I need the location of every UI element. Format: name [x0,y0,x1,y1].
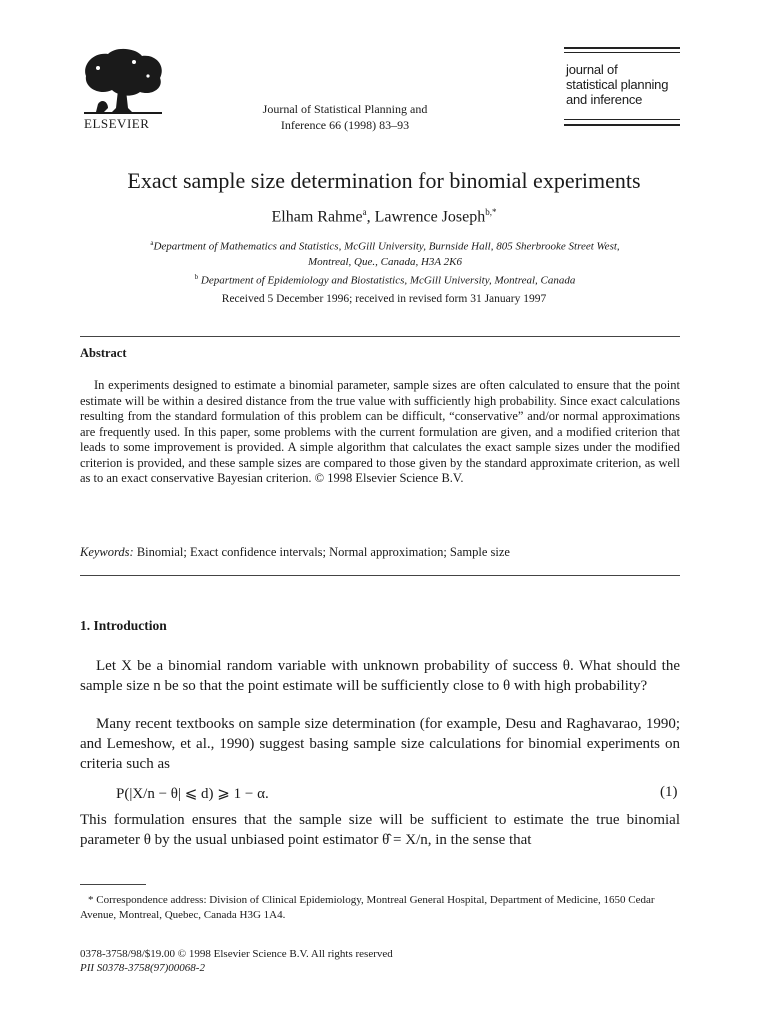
affiliation-mark: b [194,272,199,281]
intro-paragraph-3: This formulation ensures that the sample size will be sufficient to estimate the true binomial parameter θ by the usual unbiased point estimator θ̂ = X/n, in the sense that [80,812,680,848]
author-name: Elham Rahme [271,208,363,226]
affiliation-a-cont: Montreal, Que., Canada, H3A 2K6 [308,255,462,268]
abstract-text: In experiments designed to estimate a binomial parameter, sample sizes are often calculated to ensure that the point estimate will be within a desired distance from the true value with sufficiently high probability. Since exact calculations resulting from the standard formulation of this problem can be difficult, “conservative” and/or normal approximations are frequently used. In this paper, some problems with the current formulation are given, and a modified criterion that leads to some improvement is provided. A simple algorithm that calculates the exact sample sizes under the modified criterion is provided, and these sample sizes are compared to those given by the standard approximate criterion, as well as to an exact conservative Bayesian criterion. © 1998 Elsevier Science B.V. [80,378,680,485]
elsevier-tree-logo [78,46,168,116]
affiliation-mark: b,* [485,207,497,217]
journal-brand-line1: journal of [566,62,618,77]
affiliation-mark: a [362,207,367,217]
journal-citation-line2: Inference 66 (1998) 83–93 [280,118,410,132]
author-list: Elham Rahme$^a$, Lawrence Joseph$^{b,*}$ [271,207,497,226]
abstract-heading: Abstract [80,346,127,360]
correspondence-footnote: * Correspondence address: Division of Clinical Epidemiology, Montreal General Hospital, Department of Medicine, 1650 Cedar Avenue, Montreal, Quebec, Canada H3G 1A4. [80,894,655,921]
journal-brand-rule-top-thin [564,52,680,53]
journal-citation [230,101,460,133]
received-dates: Received 5 December 1996; received in revised form 31 January 1997 [221,293,547,305]
affiliation-b: $^b$ Department of Epidemiology and Biostatistics, McGill University, Montreal, Canada [194,272,576,287]
journal-brand-rule-bottom-thin [564,119,680,120]
author-name: Lawrence Joseph [374,208,486,226]
equation: P(|X/n − θ| ⩽ d) ⩾ 1 − α. [116,786,269,802]
copyright-block [80,947,393,975]
equation-number: (1) [660,784,678,800]
publisher-name: ELSEVIER [84,116,150,131]
footnote-rule [80,884,146,885]
article-title: Exact sample size determination for binomial experiments [127,168,641,193]
intro-paragraph-1: Let X be a binomial random variable with unknown probability of success θ. What should the sample size n be so that the point estimate will be sufficiently close to θ with high probability? [80,658,680,694]
journal-brand-rule-bottom [564,124,680,126]
affiliation-mark: a [150,239,154,247]
keywords-list: Binomial; Exact confidence intervals; Normal approximation; Sample size [136,545,510,559]
journal-brand-line2: statistical planning [566,77,669,92]
journal-brand-line3: and inference [566,92,643,107]
journal-brand-rule-top [564,47,680,49]
section-heading: 1. Introduction [80,618,167,633]
journal-citation-line1: Journal of Statistical Planning and [262,102,428,116]
affiliations [60,236,710,288]
journal-brand [566,62,696,107]
abstract-top-rule [80,336,680,337]
keywords-label: Keywords: [80,545,134,559]
keywords [80,545,680,560]
intro-paragraph-2: Many recent textbooks on sample size determination (for example, Desu and Raghavarao, 1990; and Lemeshow, et al., 1990) suggest basing sample size calculations for binomial experiments on criteria such as [80,716,680,772]
affiliation-a: $^a$Department of Mathematics and Statistics, McGill University, Burnside Hall, 805 Sherbrooke Street West, [150,239,620,253]
copyright-line: 0378-3758/98/$19.00 © 1998 Elsevier Science B.V. All rights reserved [80,948,393,960]
abstract-bottom-rule [80,575,680,576]
pii-line: PII S0378-3758(97)00068-2 [80,962,205,974]
